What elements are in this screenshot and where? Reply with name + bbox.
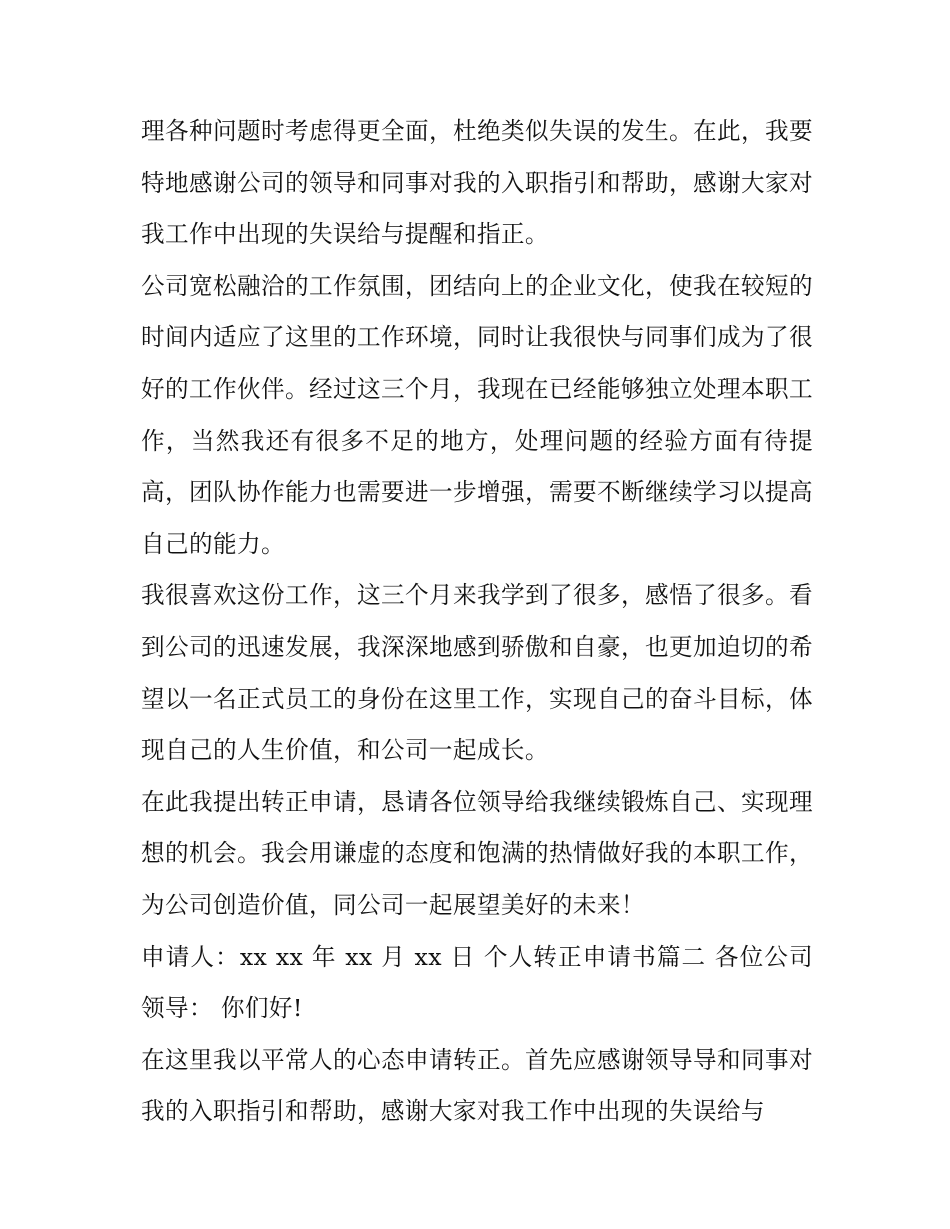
paragraph-4: 在此我提出转正申请，恳请各位领导给我继续锻炼自己、实现理想的机会。我会用谦虚的态度和饱满的热情做好我的本职工作，为公司创造价值，同公司一起展望美好的未来！ [141,787,813,919]
paragraph-1: 理各种问题时考虑得更全面，杜绝类似失误的发生。在此，我要特地感谢公司的领导和同事对我的入职指引和帮助，感谢大家对我工作中出现的失误给与提醒和指正。 [141,117,813,249]
document-body [141,106,813,1138]
paragraph-2: 公司宽松融洽的工作氛围，团结向上的企业文化，使我在较短的时间内适应了这里的工作环境，同时让我很快与同事们成为了很好的工作伙伴。经过这三个月，我现在已经能够独立处理本职工作，当然我还有很多不足的地方，处理问题的经验方面有待提高，团队协作能力也需要进一步增强，需要不断继续学习以提高自己的能力。 [141,271,813,558]
paragraph-3: 我很喜欢这份工作，这三个月来我学到了很多，感悟了很多。看到公司的迅速发展，我深深地感到骄傲和自豪，也更加迫切的希望以一名正式员工的身份在这里工作，实现自己的奋斗目标，体现自己的人生价值，和公司一起成长。 [141,581,813,765]
paragraph-5: 申请人：xx xx 年 xx 月 xx 日 个人转正申请书篇二 各位公司领导： 你们好! [141,942,813,1023]
paragraph-6: 在这里我以平常人的心态申请转正。首先应感谢领导导和同事对我的入职指引和帮助，感谢大家对我工作中出现的失误给与 [141,1045,813,1126]
